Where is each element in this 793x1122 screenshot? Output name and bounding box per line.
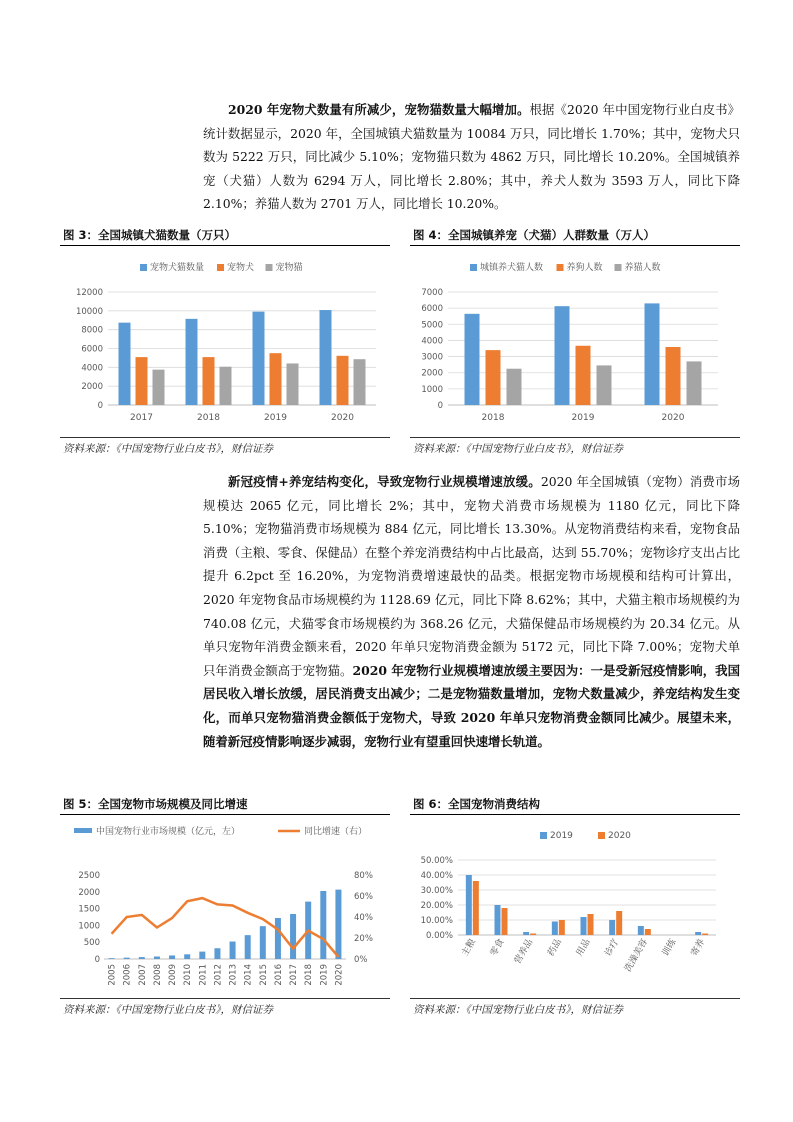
x-tick-label: 2018 [197, 413, 220, 423]
bar [109, 958, 115, 959]
bar [320, 891, 326, 959]
bar [507, 369, 522, 405]
y-tick-label: 0.00% [425, 931, 453, 941]
legend-label: 2019 [550, 831, 573, 841]
bar [581, 917, 587, 935]
x-tick-label: 2019 [319, 964, 330, 986]
x-tick-label: 2009 [168, 964, 179, 986]
x-tick-label: 训练 [660, 937, 679, 959]
bar [588, 914, 594, 935]
para2-bold2: 2020 年宠物行业规模增速放缓主要因为：一是受新冠疫情影响，我国居民收入增长放缓，居民消费支出减少；二是宠物猫数量增加，宠物犬数量减少，养宠结构发生变化，而单只宠物猫消费金额低于宠物犬，导致 2020 年单只宠物消费金额同比减少。展望未来，随着新冠疫情影响逐步减弱，宠物行业有望重回快速增长轨道。 [203, 662, 740, 749]
x-tick-label: 2017 [130, 413, 153, 423]
y-tick-label: 4000 [421, 336, 443, 347]
bar [253, 312, 265, 405]
fig3-title-rule [60, 245, 390, 246]
x-tick-label: 2020 [334, 964, 345, 986]
x-tick-label: 2006 [122, 964, 133, 986]
y2-tick-label: 0% [354, 955, 368, 965]
y-tick-label: 40.00% [420, 871, 453, 881]
legend-swatch [470, 264, 477, 271]
bar [695, 932, 701, 935]
y-tick-label: 20.00% [420, 901, 453, 911]
bar [645, 929, 651, 935]
bar [214, 948, 220, 959]
x-tick-label: 主粮 [460, 937, 478, 959]
y-tick-label: 10000 [75, 306, 103, 317]
bar [337, 356, 349, 405]
x-tick-label: 2019 [264, 413, 287, 423]
x-tick-label: 用品 [574, 937, 593, 959]
fig6-source-rule [410, 998, 740, 999]
y-tick-label: 500 [83, 938, 100, 949]
bar [552, 922, 558, 936]
x-tick-label: 2012 [213, 964, 224, 986]
y-tick-label: 1000 [78, 921, 100, 932]
bar [666, 347, 681, 405]
bar [576, 346, 591, 405]
x-tick-label: 2005 [107, 964, 118, 986]
legend-swatch [266, 264, 273, 271]
intro-paragraph [203, 98, 740, 216]
bar [354, 359, 366, 405]
bar [186, 319, 198, 405]
bar [555, 306, 570, 405]
bar [687, 361, 702, 405]
legend-swatch [615, 264, 622, 271]
legend-label: 2020 [608, 831, 631, 841]
bar [287, 363, 299, 405]
x-tick-label: 药品 [546, 937, 564, 959]
fig5-source-rule [60, 998, 390, 999]
fig5-title-rule [60, 814, 390, 815]
bar [290, 914, 296, 959]
x-tick-label: 2011 [198, 964, 209, 986]
x-tick-label: 零食 [488, 937, 507, 959]
y-tick-label: 50.00% [420, 856, 453, 866]
y-tick-label: 8000 [81, 325, 103, 336]
bar [335, 890, 341, 959]
x-tick-label: 营养品 [513, 937, 536, 966]
x-tick-label: 寄养 [689, 937, 708, 959]
bar [203, 357, 215, 405]
bar [119, 323, 131, 405]
legend-label: 养猫人数 [624, 263, 661, 273]
bar [523, 932, 529, 935]
y-tick-label: 2000 [81, 382, 103, 393]
para1-bold: 2020 年宠物犬数量有所减少，宠物猫数量大幅增加。 [228, 102, 530, 117]
growth-line [112, 898, 339, 957]
y2-tick-label: 80% [354, 871, 373, 881]
legend-swatch [598, 832, 605, 839]
fig5-chart [60, 818, 390, 996]
fig6-title-rule [410, 814, 740, 815]
bar [645, 303, 660, 405]
bar [139, 957, 145, 959]
x-tick-label: 2020 [331, 413, 354, 423]
y-tick-label: 10.00% [420, 916, 453, 926]
x-tick-label: 2015 [258, 964, 269, 986]
bar [260, 926, 266, 959]
bar [609, 920, 615, 935]
y2-tick-label: 20% [354, 934, 373, 944]
y-tick-label: 6000 [421, 304, 443, 315]
bar [169, 955, 175, 959]
bar [702, 934, 708, 936]
x-tick-label: 洗澡美容 [623, 937, 650, 974]
bar [465, 314, 480, 405]
fig6-chart [410, 818, 740, 996]
y-tick-label: 2000 [78, 887, 100, 898]
legend-label: 同比增速（右） [304, 827, 368, 837]
y-tick-label: 30.00% [420, 886, 453, 896]
bar [124, 958, 130, 959]
y2-tick-label: 40% [354, 913, 373, 923]
x-tick-label: 2018 [481, 413, 505, 423]
bar [559, 920, 565, 935]
x-tick-label: 2016 [273, 964, 284, 986]
x-tick-label: 2008 [152, 964, 163, 986]
x-tick-label: 2013 [228, 964, 239, 986]
x-tick-label: 2014 [243, 964, 254, 986]
para2-text: 2020 年全国城镇（宠物）消费市场规模达 2065 亿元，同比增长 2%；其中，宠物犬消费市场规模为 1180 亿元，同比下降 5.10%；宠物猫消费市场规模为 884 亿元，同比增长 13.30%。从宠物消费结构来看，宠物食品消费（主粮、零食、保健品）在整个养宠消费结构中占比最高，达到 55.70%；宠物诊疗支出占比提升 6.2pct 至 16.20%，为宠物消费增速最快的品类。根据宠物市场规模和结构可计算出，2020 年宠物食品市场规模约为 1128.69 亿元，同比下降 8.62%；其中，犬猫主粮市场规模约为 740.08 亿元，犬猫零食市场规模约为 368.26 亿元，犬猫保健品市场规模约为 20.34 亿元。从单只宠物年消费金额来看，2020 年单只宠物消费金额为 5172 元，同比下降 7.00%；宠物犬单只年消费金额高于宠物猫。 [203, 474, 740, 678]
y-tick-label: 1000 [421, 384, 443, 395]
fig4-chart [410, 248, 740, 433]
legend-swatch [557, 264, 564, 271]
fig3-title: 图 3：全国城镇犬猫数量（万只） [63, 228, 237, 242]
y-tick-label: 5000 [421, 320, 443, 331]
legend-label: 城镇养犬猫人数 [480, 263, 544, 273]
bar [597, 365, 612, 405]
market-paragraph [203, 470, 740, 753]
bar [154, 957, 160, 959]
legend-label: 宠物猫 [275, 263, 303, 273]
y-tick-label: 6000 [81, 344, 103, 355]
fig4-title-rule [410, 245, 740, 246]
y-tick-label: 2500 [78, 871, 100, 881]
bar [230, 942, 236, 959]
x-tick-label: 2007 [137, 964, 148, 986]
bar [486, 350, 501, 405]
legend-label: 宠物犬 [227, 263, 255, 273]
y2-tick-label: 60% [354, 892, 373, 902]
y-tick-label: 12000 [75, 288, 103, 298]
bar [616, 911, 622, 935]
fig4-source-rule [410, 437, 740, 438]
x-tick-label: 2020 [661, 413, 685, 423]
bar [275, 918, 281, 959]
bar [502, 908, 508, 935]
legend-swatch [140, 264, 147, 271]
bar [530, 934, 536, 936]
y-tick-label: 2000 [421, 368, 443, 379]
y-tick-label: 1500 [78, 904, 100, 915]
bar [184, 954, 190, 959]
bar [495, 905, 501, 935]
fig6-source: 资料来源：《中国宠物行业白皮书》，财信证券 [413, 1004, 623, 1016]
bar [220, 367, 232, 405]
fig5-source: 资料来源：《中国宠物行业白皮书》，财信证券 [63, 1004, 273, 1016]
bar [153, 370, 165, 405]
bar [245, 935, 251, 959]
x-tick-label: 诊疗 [603, 937, 622, 959]
bar [320, 310, 332, 405]
bar [473, 881, 479, 935]
x-tick-label: 2010 [183, 964, 194, 986]
fig3-source: 资料来源：《中国宠物行业白皮书》，财信证券 [63, 443, 273, 455]
fig6-title: 图 6：全国宠物消费结构 [413, 797, 541, 811]
y-tick-label: 0 [97, 401, 103, 411]
x-tick-label: 2017 [289, 964, 300, 986]
legend-swatch [74, 828, 92, 833]
bar [136, 357, 148, 405]
bar [466, 875, 472, 935]
fig5-title: 图 5：全国宠物市场规模及同比增速 [63, 797, 248, 811]
para1-text: 根据《2020 年中国宠物行业白皮书》统计数据显示，2020 年，全国城镇犬猫数量为 10084 万只，同比增长 1.70%；其中，宠物犬只数为 5222 万只，同比减少 5.10%；宠物猫只数为 4862 万只，同比增长 10.20%。全国城镇养宠（犬猫）人数为 6294 万人，同比增长 2.80%；其中，养犬人数为 3593 万人，同比下降 2.10%；养猫人数为 2701 万人，同比增长 10.20%。 [203, 102, 740, 212]
y-tick-label: 7000 [421, 288, 443, 298]
legend-label: 养狗人数 [566, 263, 603, 273]
x-tick-label: 2019 [571, 413, 595, 423]
y-tick-label: 3000 [421, 352, 443, 363]
para2-bold1: 新冠疫情+养宠结构变化，导致宠物行业规模增速放缓。 [228, 474, 541, 489]
legend-swatch [540, 832, 547, 839]
fig3-source-rule [60, 437, 390, 438]
bar [270, 353, 282, 405]
y-tick-label: 0 [94, 955, 100, 965]
legend-label: 宠物犬猫数量 [150, 263, 205, 273]
legend-label: 中国宠物行业市场规模（亿元，左） [96, 827, 241, 837]
y-tick-label: 0 [437, 401, 443, 411]
y-tick-label: 4000 [81, 363, 103, 374]
fig3-chart [60, 248, 390, 433]
x-tick-label: 2018 [304, 964, 315, 986]
bar [199, 952, 205, 959]
legend-swatch [217, 264, 224, 271]
fig4-source: 资料来源：《中国宠物行业白皮书》，财信证券 [413, 443, 623, 455]
bar [638, 926, 644, 935]
fig4-title: 图 4：全国城镇养宠（犬猫）人群数量（万人） [413, 228, 656, 242]
